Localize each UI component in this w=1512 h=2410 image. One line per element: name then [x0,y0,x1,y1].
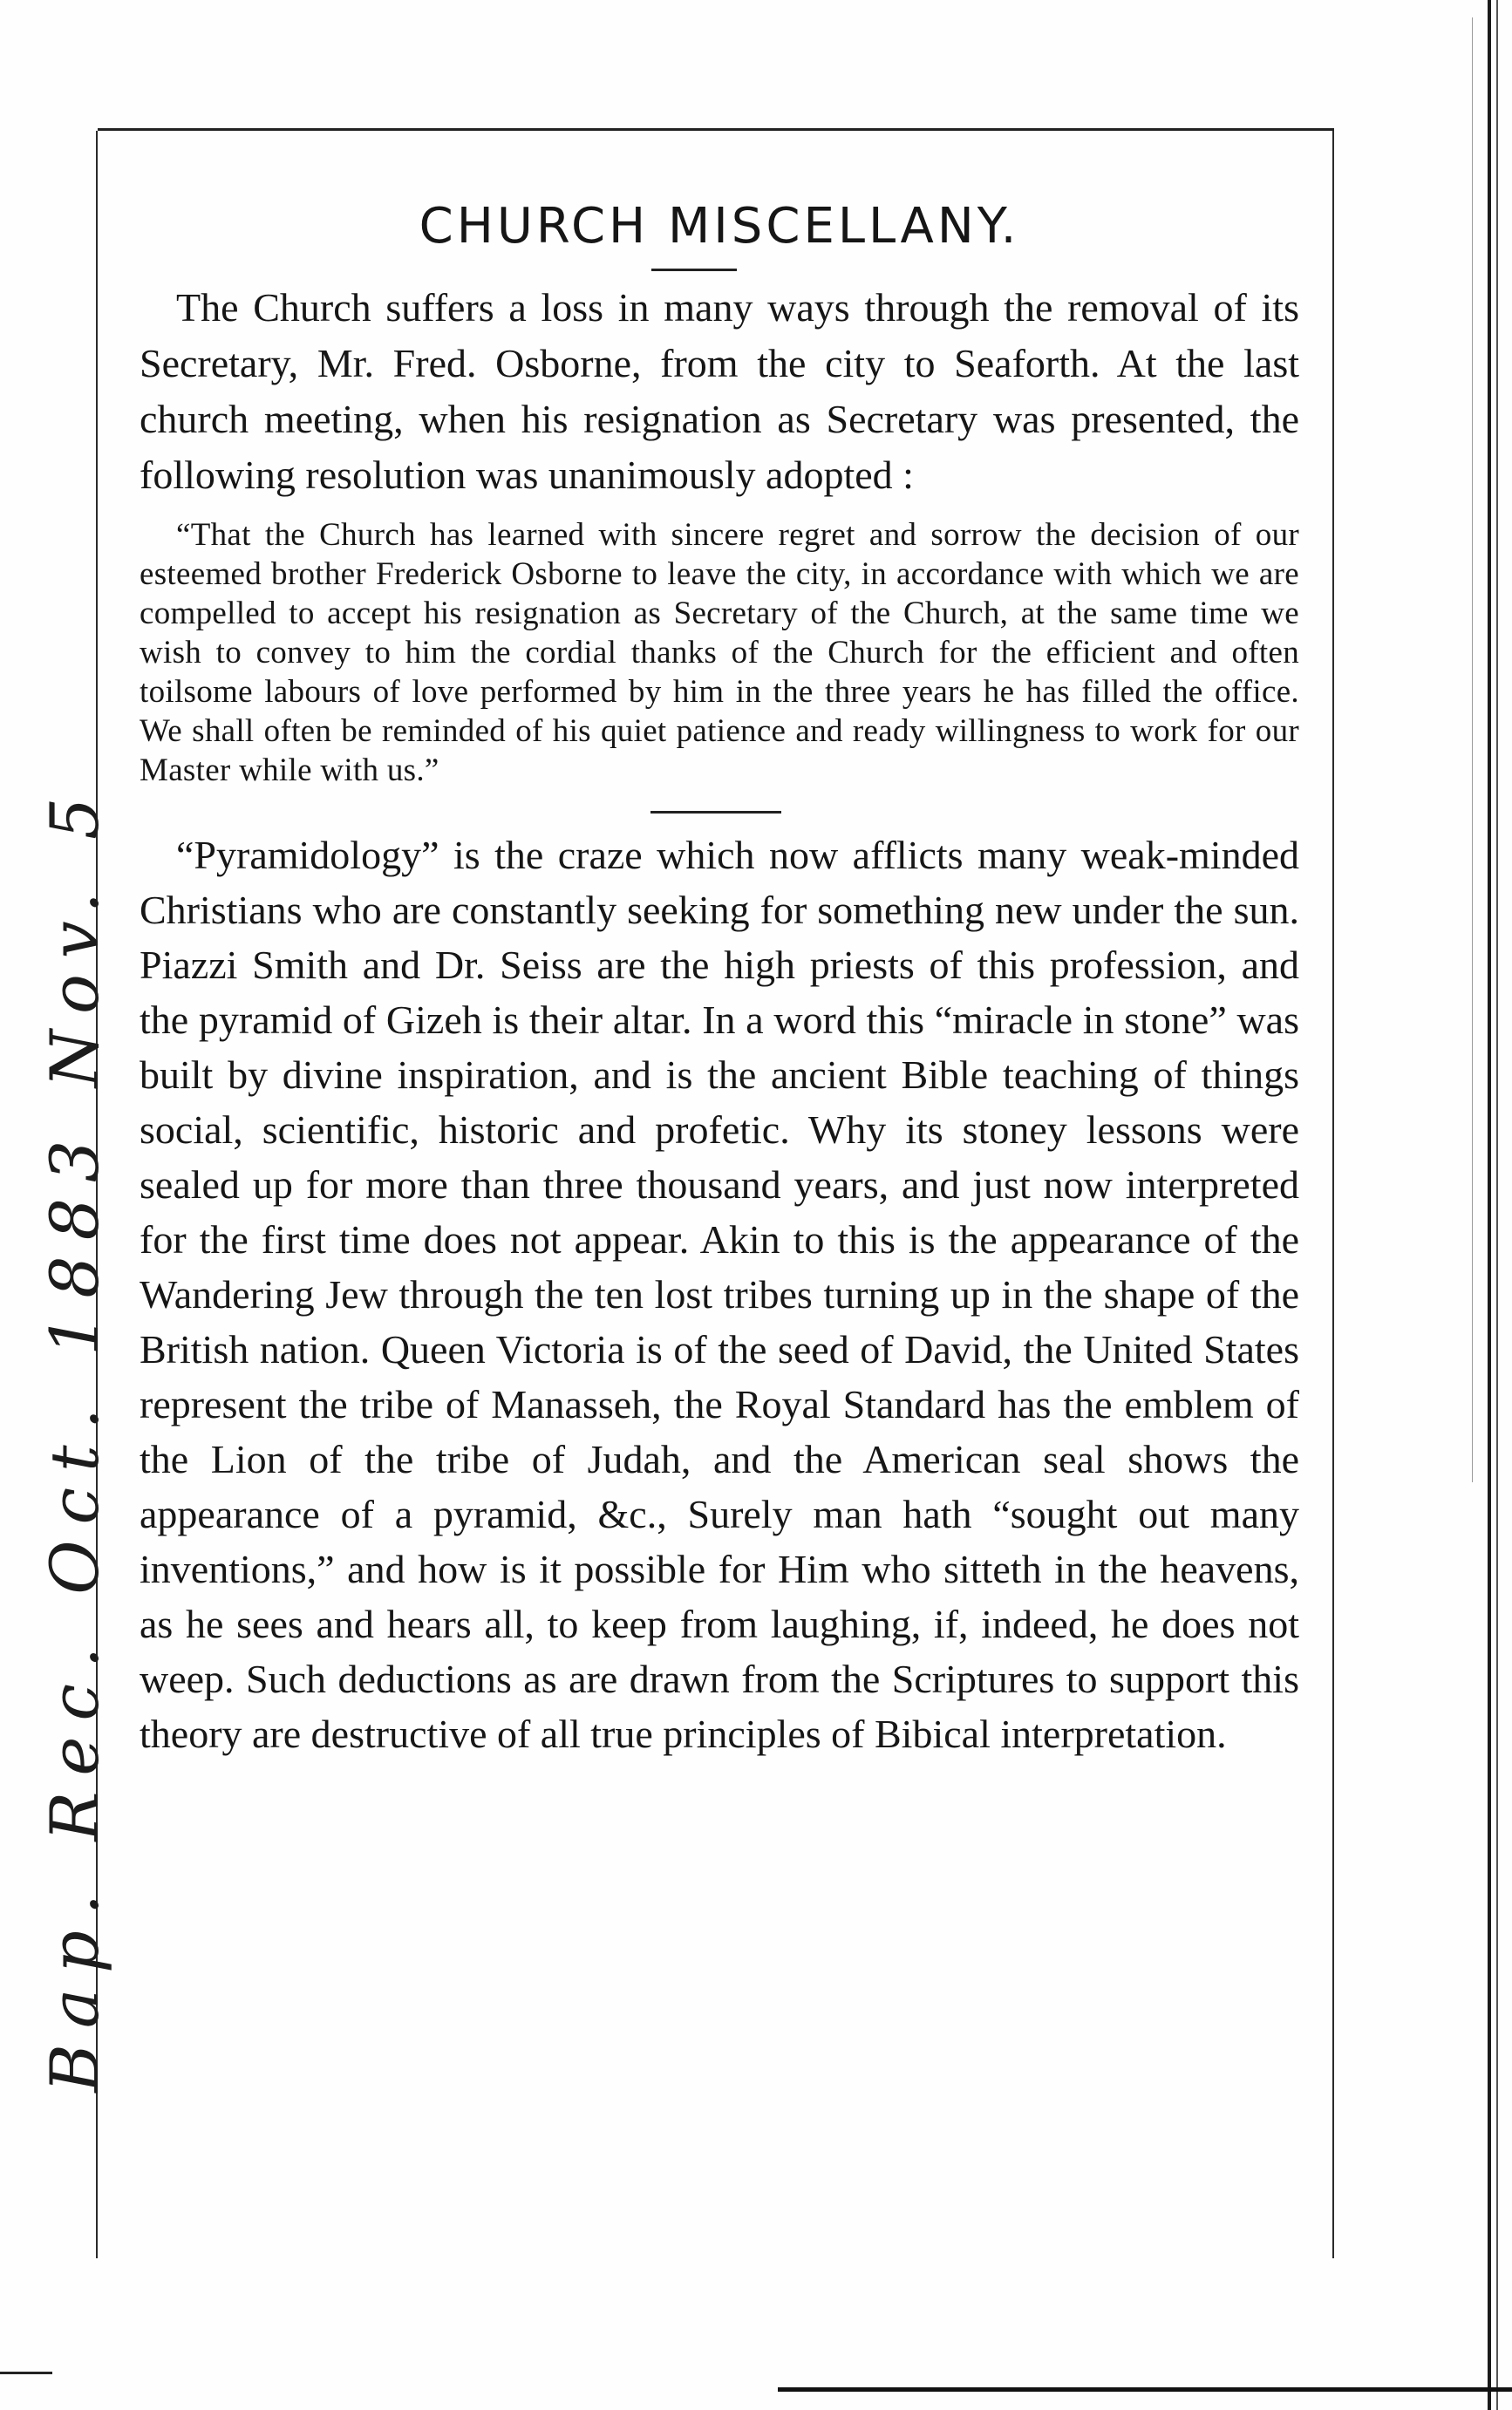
page-edge-line-thin [1496,0,1498,2410]
margin-note-text: Bap. Rec. Oct. 1883 Nov. 5 [36,781,113,2093]
clipping-border-bottom [778,2387,1512,2392]
clipping-border-right [1332,131,1334,2258]
article-heading: CHURCH MISCELLANY. [419,198,1020,255]
paragraph-pyramidology: “Pyramidology” is the craze which now afflicts many weak-minded Christians who are constantly seeking for something new under the sun. Piazzi Smith and Dr. Seiss are the high priests of this profession, and the pyramid of Gizeh is their altar. In a word this “miracle in stone” was built by divine inspiration, and is the ancient Bible teaching of things social, scientific, historic and profetic. Why its stoney lessons were sealed up for more than three thousand years, and just now interpreted for the first time does not appear. Akin to this is the appearance of the Wandering Jew through the ten lost tribes turning up in the shape of the British nation. Queen Victoria is of the seed of David, the United States represent the tribe of Manasseh, the Royal Standard has the emblem of the Lion of the tribe of Judah, and the American seal shows the appearance of a pyramid, &c., Surely man hath “sought out many inventions,” and how is it possible for Him who sitteth in the heavens, as he sees and hears all, to keep from laughing, if, indeed, he does not weep. Such deductions as are drawn from the Scriptures to support this theory are destructive of all true principles of Bibical interpretation. [140,833,1299,1756]
resolution-quote: “That the Church has learned with sincere regret and sorrow the decision of our esteemed brother Frederick Osborne to leave the city, in accordance with which we are compelled to accept his resignation as Secretary of the Church, at the same time we wish to convey to him the cordial thanks of the Church for the efficient and often toilsome labours of love performed by him in the three years he has filled the office. We shall often be reminded of his quiet patience and ready willingness to work for our Master while with us.” [140,517,1299,788]
corner-mark [0,2372,52,2374]
section-divider [650,811,781,814]
page-edge-line [1488,0,1491,2410]
handwritten-margin-note [33,488,117,2127]
heading-divider [651,269,737,271]
clipping-border-top [98,128,1334,131]
paragraph-secretary-removal: The Church suffers a loss in many ways through the removal of its Secretary, Mr. Fred. Osborne, from the city to Seaforth. At the last church meeting, when his resignation as Secretary was presented, the following resolution was unanimously adopted : [140,285,1299,497]
article-column [140,192,1299,1761]
page-edge-faint-line [1472,17,1473,1482]
